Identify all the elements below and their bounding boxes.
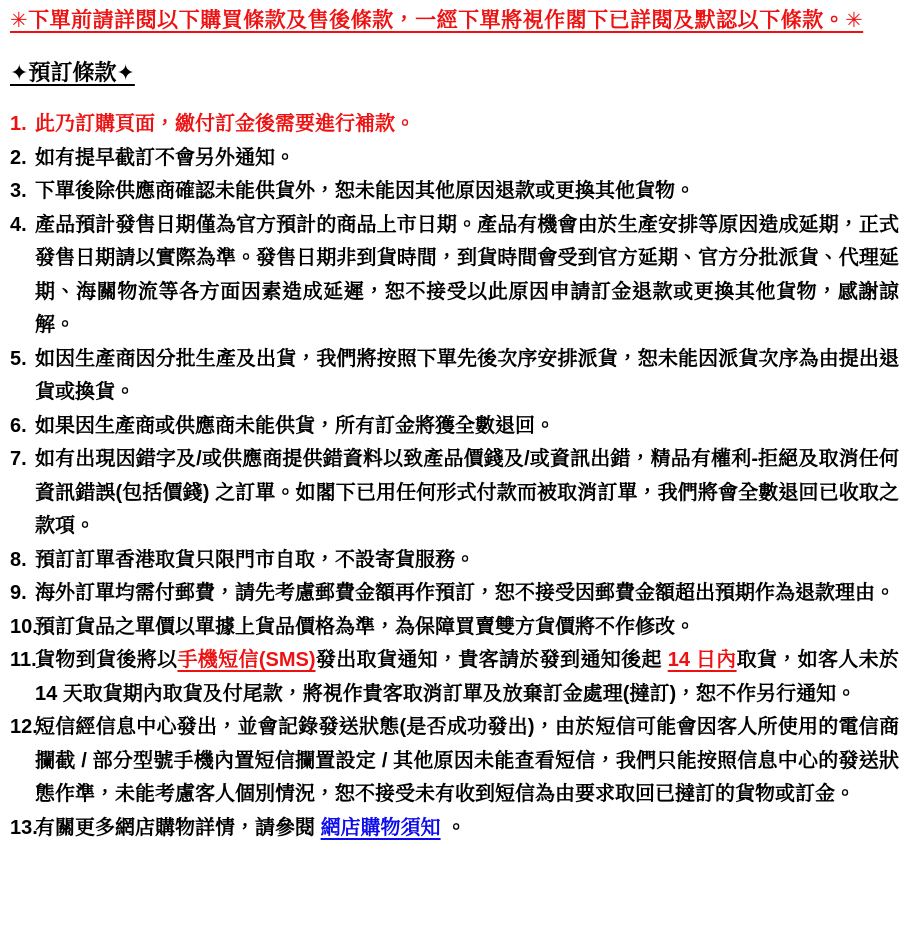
- term-text-segment: 有關更多網店購物詳情，請參閱: [35, 816, 321, 839]
- term-number: 13.: [10, 816, 38, 839]
- term-text-segment: 發出取貨通知，貴客請於發到通知後起: [315, 649, 668, 671]
- term-text: 如有出現因錯字及/或供應商提供錯資料以致產品價錢及/或資訊出錯，精品有權利-拒絕及取消任何資訊錯誤(包括價錢) 之訂單。如閣下已用任何形式付款而被取消訂單，我們將會全數退回已收取之款項。: [35, 448, 899, 537]
- term-item-8: [10, 544, 899, 578]
- term-text: 下單後除供應商確認未能供貨外，恕未能因其他原因退款或更換其他貨物。: [35, 180, 695, 202]
- sms-notice-highlight: 手機短信(SMS): [177, 649, 316, 671]
- term-number: 6.: [10, 414, 27, 437]
- term-text: 如果因生產商或供應商未能供貨，所有訂金將獲全數退回。: [35, 414, 555, 437]
- term-text: [35, 817, 466, 839]
- term-item-5: [10, 343, 899, 410]
- term-text: 預訂貨品之單價以單據上貨品價格為準，為保障買賣雙方貨價將不作修改。: [35, 615, 695, 638]
- term-item-10: [10, 611, 899, 645]
- term-number: 2.: [10, 146, 27, 169]
- term-text: 海外訂單均需付郵費，請先考慮郵費金額再作預訂，恕不接受因郵費金額超出預期作為退款理由。: [35, 582, 895, 604]
- term-item-4: [10, 209, 899, 343]
- pickup-deadline-highlight: 14 日內: [667, 649, 737, 671]
- term-item-1: [10, 108, 899, 142]
- term-text: [35, 649, 899, 705]
- term-item-13: [10, 812, 899, 846]
- term-item-12: [10, 711, 899, 812]
- term-text-segment: 。: [440, 816, 467, 839]
- term-number: 1.: [10, 113, 27, 135]
- term-text: 如因生產商因分批生產及出貨，我們將按照下單先後次序安排派貨，恕未能因派貨次序為由提出退貨或換貨。: [35, 347, 899, 403]
- term-text: 產品預計發售日期僅為官方預計的商品上市日期。產品有機會由於生產安排等原因造成延期，正式發售日期請以實際為準。發售日期非到貨時間，到貨時間會受到官方延期、官方分批派貨、代理延期、海關物流等各方面因素造成延遲，恕不接受以此原因申請訂金退款或更換其他貨物，感謝諒解。: [35, 213, 899, 336]
- term-item-2: [10, 142, 899, 176]
- section-title-preorder-terms: ✦預訂條款✦: [10, 60, 135, 85]
- terms-list: [10, 108, 899, 845]
- shop-guide-link[interactable]: 網店購物須知: [320, 816, 441, 839]
- terms-warning-banner: ✳下單前請詳閱以下購買條款及售後條款，一經下單將視作閣下已詳閱及默認以下條款。✳: [10, 9, 864, 32]
- term-number: 11.: [10, 649, 37, 671]
- term-item-11: [10, 644, 899, 711]
- term-item-7: [10, 443, 899, 544]
- term-item-9: [10, 577, 899, 611]
- term-number: 4.: [10, 213, 27, 236]
- term-number: 5.: [10, 347, 27, 370]
- term-number: 12.: [10, 716, 38, 738]
- term-item-6: [10, 410, 899, 444]
- term-text: 預訂訂單香港取貨只限門市自取，不設寄貨服務。: [35, 548, 475, 571]
- term-number: 10.: [10, 615, 38, 638]
- term-number: 8.: [10, 548, 27, 571]
- term-number: 7.: [10, 448, 27, 470]
- term-text: 短信經信息中心發出，並會記錄發送狀態(是否成功發出)，由於短信可能會因客人所使用的電信商攔截 / 部分型號手機內置短信攔置設定 / 其他原因未能查看短信，我們只能按照信息中心的發送狀態作準，未能考慮客人個別情況，恕不接受未有收到短信為由要求取回已撻訂的貨物或訂金。: [35, 716, 899, 805]
- term-text-segment: 取貨，如客人未於 14 天取貨期內取貨及付尾款，將視作貴客取消訂單及放棄訂金處理(撻訂)，恕不作另行通知。: [35, 649, 900, 705]
- term-item-3: [10, 175, 899, 209]
- term-text-segment: 貨物到貨後將以: [35, 649, 178, 671]
- term-text: 此乃訂購頁面，繳付訂金後需要進行補款。: [35, 113, 415, 135]
- term-text: 如有提早截訂不會另外通知。: [35, 146, 295, 169]
- term-number: 9.: [10, 582, 27, 604]
- term-number: 3.: [10, 180, 27, 202]
